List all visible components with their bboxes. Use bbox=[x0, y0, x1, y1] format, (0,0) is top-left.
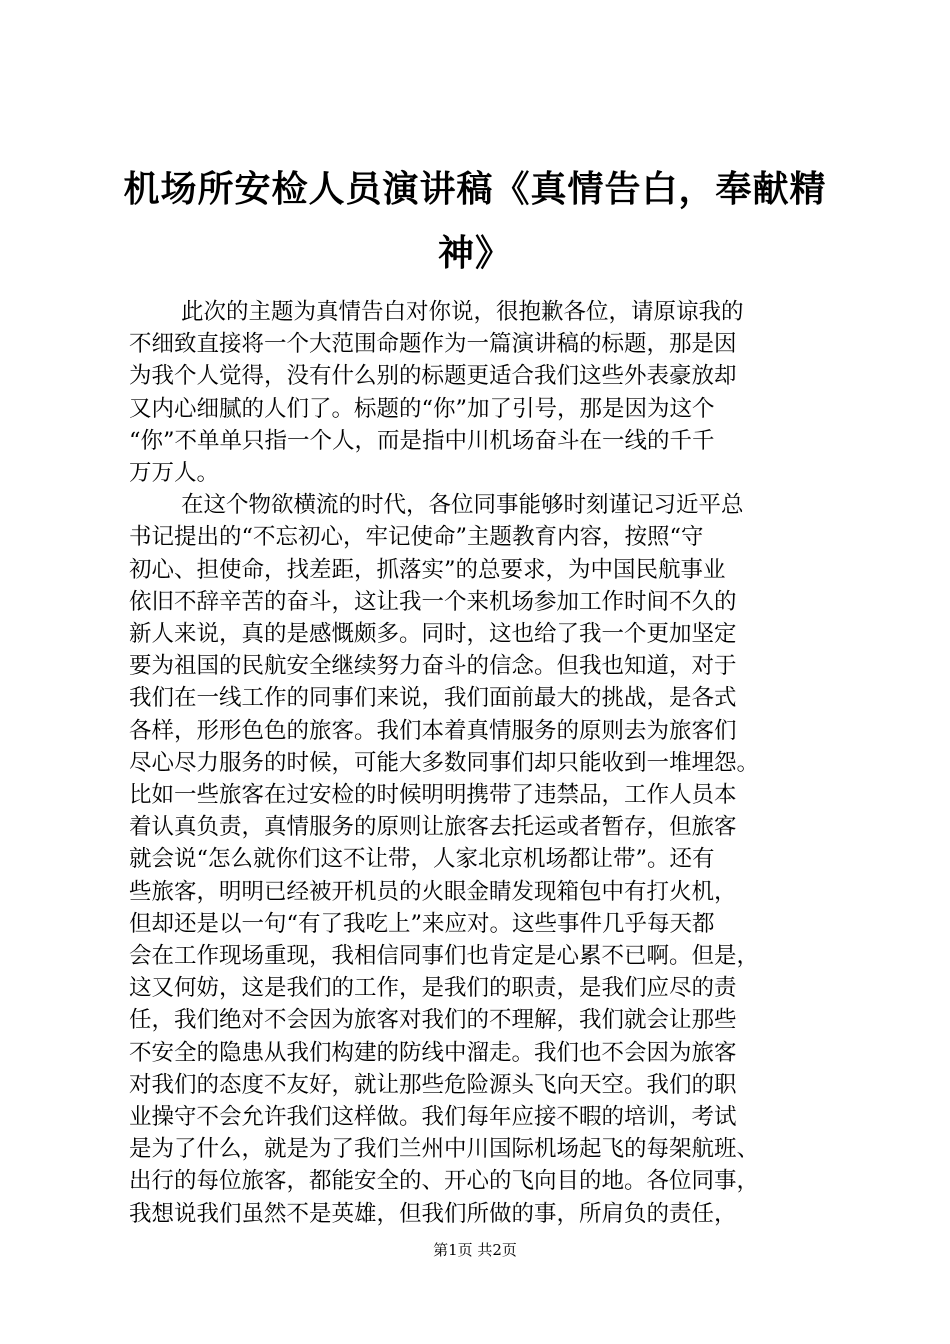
text-line: 新人来说，真的是感慨颇多。同时，这也给了我一个更加坚定 bbox=[129, 621, 737, 648]
text-line: 是为了什么，就是为了我们兰州中川国际机场起飞的每架航班、 bbox=[129, 1136, 760, 1163]
text-line: 我们在一线工作的同事们来说，我们面前最大的挑战，是各式 bbox=[129, 685, 737, 712]
text-line: 书记提出的“不忘初心，牢记使命”主题教育内容，按照“守 bbox=[129, 524, 704, 551]
text-line: 不细致直接将一个大范围命题作为一篇演讲稿的标题，那是因 bbox=[129, 331, 737, 358]
text-line: 这又何妨，这是我们的工作，是我们的职责，是我们应尽的责 bbox=[129, 975, 737, 1002]
paragraph-1 bbox=[129, 296, 849, 489]
text-line: 尽心尽力服务的时候，可能大多数同事们却只能收到一堆埋怨。 bbox=[129, 749, 760, 776]
text-line: 任，我们绝对不会因为旅客对我们的不理解，我们就会让那些 bbox=[129, 1007, 737, 1034]
text-line: 出行的每位旅客，都能安全的、开心的飞向目的地。各位同事， bbox=[129, 1168, 760, 1195]
page-title bbox=[120, 157, 830, 285]
body-text bbox=[129, 296, 849, 1230]
text-line: 着认真负责，真情服务的原则让旅客去托运或者暂存，但旅客 bbox=[129, 814, 737, 841]
title-line: 神》 bbox=[437, 232, 512, 274]
text-line: 但却还是以一句“有了我吃上”来应对。这些事件几乎每天都 bbox=[129, 910, 715, 937]
text-line: 业操守不会允许我们这样做。我们每年应接不暇的培训，考试 bbox=[129, 1104, 737, 1131]
text-line: 要为祖国的民航安全继续努力奋斗的信念。但我也知道，对于 bbox=[129, 653, 737, 680]
text-line: 初心、担使命，找差距，抓落实”的总要求，为中国民航事业 bbox=[129, 556, 726, 583]
paragraph-2 bbox=[129, 489, 849, 1230]
page-footer: 第1页 共2页 bbox=[433, 1241, 517, 1259]
text-line: 各样，形形色色的旅客。我们本着真情服务的原则去为旅客们 bbox=[129, 717, 737, 744]
text-line: “你”不单单只指一个人，而是指中川机场奋斗在一线的千千 bbox=[129, 427, 715, 454]
text-line: 对我们的态度不友好，就让那些危险源头飞向天空。我们的职 bbox=[129, 1071, 737, 1098]
text-line: 万万人。 bbox=[129, 460, 220, 487]
text-line: 些旅客，明明已经被开机员的火眼金睛发现箱包中有打火机， bbox=[129, 878, 737, 905]
text-line: 又内心细腻的人们了。标题的“你”加了引号，那是因为这个 bbox=[129, 395, 715, 422]
text-line: 就会说“怎么就你们这不让带，人家北京机场都让带”。还有 bbox=[129, 846, 715, 873]
text-line: 我想说我们虽然不是英雄，但我们所做的事，所肩负的责任， bbox=[129, 1200, 737, 1227]
title-line: 机场所安检人员演讲稿《真情告白，奉献精 bbox=[123, 168, 827, 210]
text-line: 不安全的隐患从我们构建的防线中溜走。我们也不会因为旅客 bbox=[129, 1039, 737, 1066]
text-line: 比如一些旅客在过安检的时候明明携带了违禁品，工作人员本 bbox=[129, 782, 737, 809]
text-line: 为我个人觉得，没有什么别的标题更适合我们这些外表豪放却 bbox=[129, 363, 737, 390]
text-line: 依旧不辞辛苦的奋斗，这让我一个来机场参加工作时间不久的 bbox=[129, 588, 737, 615]
text-line: 在这个物欲横流的时代，各位同事能够时刻谨记习近平总 bbox=[181, 492, 744, 519]
text-line: 会在工作现场重现，我相信同事们也肯定是心累不已啊。但是， bbox=[129, 943, 760, 970]
text-line: 此次的主题为真情告白对你说，很抱歉各位，请原谅我的 bbox=[181, 299, 744, 325]
